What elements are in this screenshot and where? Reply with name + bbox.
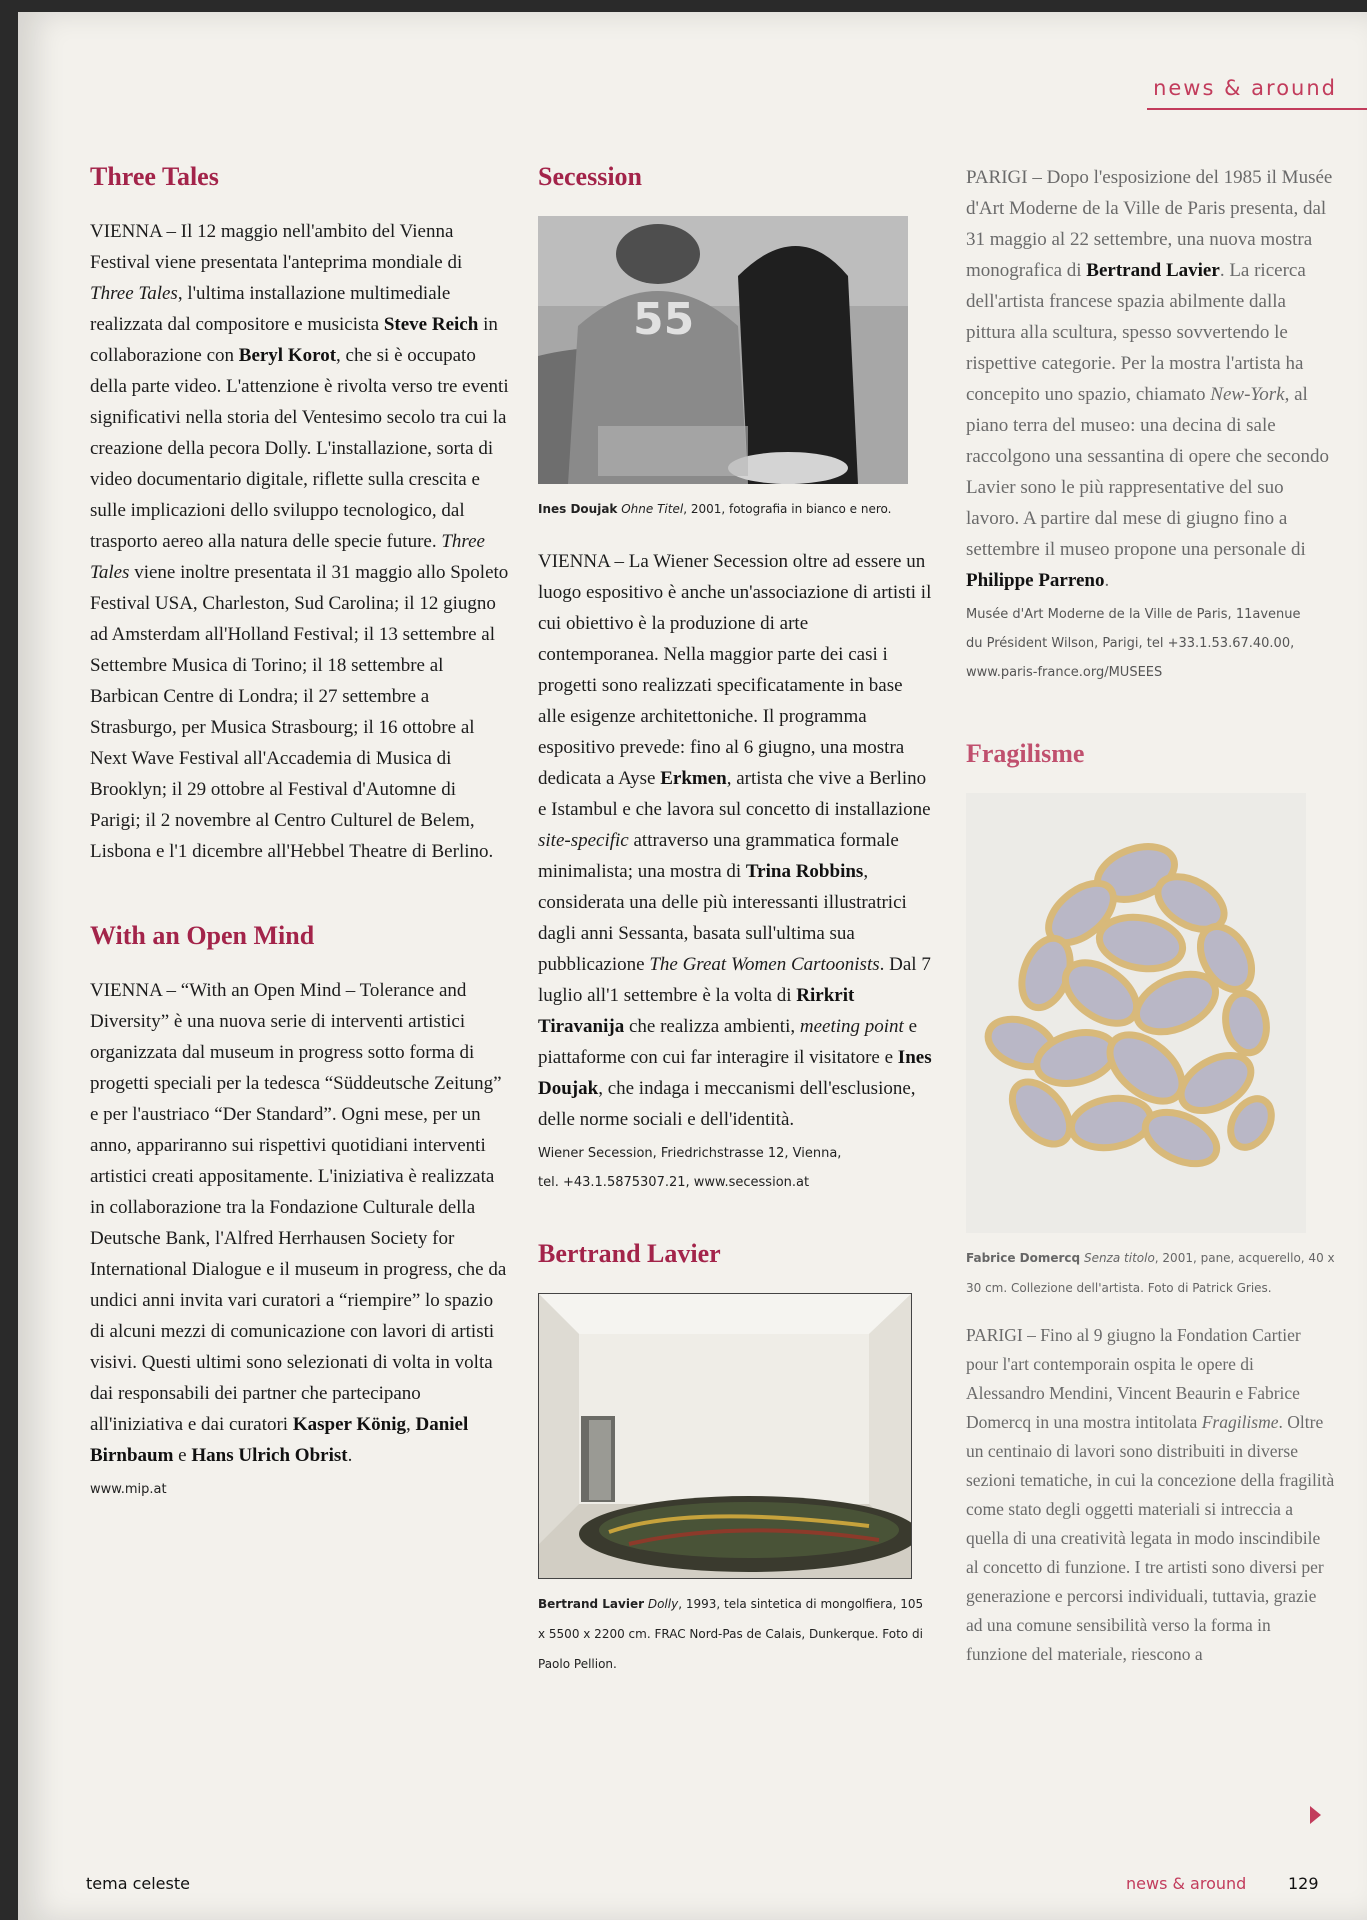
info-line[interactable]: www.paris-france.org/MUSEES	[966, 665, 1163, 680]
lavier-photo	[538, 1293, 912, 1579]
page-number: 129	[1288, 1874, 1319, 1893]
secession-article	[538, 546, 933, 1135]
artist-name: Bertrand Lavier	[1086, 260, 1220, 281]
curator-name: Kasper König	[292, 1414, 406, 1435]
text-run: , artista che vive a Berlino e Istambul e che lavora sul concetto di installazione	[538, 768, 931, 820]
open-mind-heading: With an Open Mind	[90, 921, 315, 950]
secession-city: VIENNA	[538, 551, 610, 572]
lavier-section	[538, 1239, 933, 1679]
three-tales-heading: Three Tales	[90, 162, 219, 191]
show-title: Fragilisme	[1201, 1412, 1279, 1432]
text-run: . La ricerca dell'artista francese spazia abilmente dalla pittura alla scultura, spesso sovvertendo le rispettive categorie. Per la mostra l'artista ha concepito uno spazio, chiamato	[966, 260, 1306, 405]
text-run: e	[173, 1445, 192, 1466]
text-run: – Fino al 9 giugno la Fondation Cartier pour l'art contemporain ospita le opere di Alessandro Mendini, Vincent Beaurin e Fabrice Domercq in una mostra intitolata	[966, 1325, 1301, 1432]
lavier-caption	[538, 1589, 933, 1679]
open-mind-article	[90, 975, 510, 1471]
section-header-tag: news & around	[1153, 76, 1337, 100]
fragilisme-photo-art	[966, 793, 1306, 1233]
text-run: attraverso una grammatica formale minimalista; una mostra di	[538, 830, 899, 882]
info-line: Musée d'Art Moderne de la Ville de Paris, 11avenue	[966, 607, 1301, 622]
lavier-photo-art	[539, 1294, 911, 1578]
text-run: – Il 12 maggio nell'ambito del Vienna Festival viene presentata l'anteprima mondiale di	[90, 221, 463, 273]
secession-info	[538, 1139, 933, 1197]
caption-rest: , 2001, pane, acquerello, 40 x 30 cm. Collezione dell'artista. Foto di Patrick Gries.	[966, 1251, 1335, 1295]
fragilisme-article	[966, 1321, 1336, 1669]
text-run: .	[1104, 570, 1110, 591]
text-run: , al piano terra del museo: una decina di sale raccolgono una sessantina di opere che secondo Lavier sono le più rappresentative del suo lavoro. A partire dal mese di giugno fino a settembre il museo propone una personale di	[966, 384, 1329, 560]
text-run: , considerata una delle più interessanti illustratrici dagli anni Sessanta, basata sull'ultima sua pubblicazione	[538, 861, 907, 975]
three-tales-city: VIENNA	[90, 221, 162, 242]
dark-figure	[738, 246, 858, 484]
caption-rest: , 1993, tela sintetica di mongolfiera, 105 x 5500 x 2200 cm. FRAC Nord-Pas de Calais, Dunkerque. Foto di Paolo Pellion.	[538, 1597, 924, 1671]
caption-work: Ohne Titel	[621, 502, 684, 516]
open-mind-url[interactable]: www.mip.at	[90, 1482, 167, 1497]
caption-artist: Fabrice Domercq	[966, 1251, 1081, 1265]
text-run: . Oltre un centinaio di lavori sono distribuiti in diverse sezioni tematiche, in cui la concezione della fragilità come stato degli oggetti materiali si intreccia a quella di una creatività legata in modo inscindibile al concetto di funzione. I tre artisti sono diversi per generazione e percorsi individuali, tuttavia, grazie ad una comune sensibilità verso la forma in funzione del materiale, riescono a	[966, 1412, 1335, 1664]
mam-article	[966, 162, 1336, 596]
fragilisme-caption	[966, 1243, 1336, 1303]
info-line: Wiener Secession, Friedrichstrasse 12, Vienna,	[538, 1146, 842, 1161]
open-mind-section	[90, 921, 510, 1504]
text-run: , che si è occupato della parte video. L'attenzione è rivolta verso tre eventi significativi nella storia del Ventesimo secolo tra cui la creazione della pecora Dolly. L'installazione, sorta di video documentario digitale, riflette sulla crescita e sulle implicazioni dello sviluppo tecnologico, dal trasporto aereo alla natura delle specie future.	[90, 345, 509, 552]
artist-name: Trina Robbins	[745, 861, 864, 882]
text-run: , l'ultima installazione multimediale realizzata dal compositore e musicista	[90, 283, 451, 335]
book-title: The Great Women Cartoonists	[649, 954, 880, 975]
column-left	[90, 162, 510, 1504]
fragilisme-heading: Fragilisme	[966, 739, 1085, 768]
mam-info	[966, 600, 1336, 687]
fragilisme-city: PARIGI	[966, 1325, 1023, 1345]
column-right	[966, 162, 1336, 1669]
term: meeting point	[799, 1016, 904, 1037]
secession-photo-art	[538, 216, 908, 484]
artist-name: Rirkrit Tiravanija	[538, 985, 855, 1037]
info-line[interactable]: tel. +43.1.5875307.21, www.secession.at	[538, 1175, 810, 1190]
caption-work: Senza titolo	[1083, 1251, 1155, 1265]
artist-name: Erkmen	[660, 768, 727, 789]
work-title: Three Tales	[90, 283, 178, 304]
info-line: du Président Wilson, Parigi, tel +33.1.53.67.40.00,	[966, 636, 1295, 651]
fragilisme-section	[966, 739, 1336, 1669]
secession-photo	[538, 216, 908, 484]
helmet-icon	[616, 224, 700, 284]
header-rule	[1147, 108, 1367, 110]
text-run: , che indaga i meccanismi dell'esclusione, delle norme sociali e dell'identità.	[538, 1078, 916, 1130]
text-run: . Dal 7 luglio all'1 settembre è la volta di	[538, 954, 931, 1006]
caption-artist: Ines Doujak	[538, 502, 618, 516]
footer-magazine-name: tema celeste	[86, 1874, 190, 1893]
magazine-page	[18, 12, 1367, 1920]
caption-rest: , 2001, fotografia in bianco e nero.	[683, 502, 892, 516]
text-run: e piattaforme con cui far interagire il visitatore e	[538, 1016, 918, 1068]
text-run: viene inoltre presentata il 31 maggio allo Spoleto Festival USA, Charleston, Sud Carolina; il 12 giugno ad Amsterdam all'Holland Festival; il 13 settembre al Settembre Musica di Torino; il 18 settembre al Barbican Centre di Londra; il 27 settembre a Strasburgo, per Musica Strasbourg; il 16 ottobre al Next Wave Festival all'Accademia di Musica di Brooklyn; il 29 ottobre al Festival d'Automne di Parigi; il 2 novembre al Centro Culturel de Belem, Lisbona e l'1 dicembre all'Hebbel Theatre di Berlino.	[90, 562, 509, 862]
text-run: ,	[405, 1414, 416, 1435]
text-run: .	[347, 1445, 353, 1466]
text-run: in collaborazione con	[90, 314, 498, 366]
three-tales-article	[90, 216, 510, 867]
column-middle	[538, 162, 933, 1679]
mam-city: PARIGI	[966, 167, 1028, 188]
artist-name: Philippe Parreno	[966, 570, 1105, 591]
artist-name: Ines Doujak	[538, 1047, 932, 1099]
space-name: New-York	[1210, 384, 1285, 405]
open-mind-city: VIENNA	[90, 980, 162, 1001]
text-run: – Dopo l'esposizione del 1985 il Musée d'Art Moderne de la Ville de Paris presenta, dal 31 maggio al 22 settembre, una nuova mostra monografica di	[966, 167, 1333, 281]
artist-name: Steve Reich	[383, 314, 479, 335]
continue-arrow-icon[interactable]	[1310, 1806, 1321, 1824]
curator-name: Hans Ulrich Obrist	[191, 1445, 348, 1466]
text-run: – “With an Open Mind – Tolerance and Diversity” è una nuova serie di interventi artistici organizzata dal museum in progress sotto forma di progetti speciali per la tedesca “Süddeutsche Zeitung” e per l'austriaco “Der Standard”. Ogni mese, per un anno, appariranno sui rispettivi quotidiani interventi artistici creati appositamente. L'iniziativa è realizzata in collaborazione tra la Fondazione Culturale della Deutsche Bank, l'Alfred Herrhausen Society for International Dialogue e il museum in progress, che da undici anni invita vari curatori a “riempire” lo spazio di alcuni mezzi di comunicazione con lavori di artisti visivi. Questi ultimi sono selezionati di volta in volta dai responsabili dei partner che partecipano all'iniziativa e dai curatori	[90, 980, 507, 1435]
secession-heading: Secession	[538, 162, 642, 191]
term: site-specific	[538, 830, 629, 851]
work-title: Three Tales	[90, 531, 485, 583]
artist-name: Beryl Korot	[238, 345, 337, 366]
curator-name: Daniel Birnbaum	[90, 1414, 469, 1466]
footer-section-name: news & around	[1126, 1874, 1247, 1893]
jersey-number: 55	[633, 294, 695, 345]
caption-artist: Bertrand Lavier	[538, 1597, 645, 1611]
text-run: – La Wiener Secession oltre ad essere un luogo espositivo è anche un'associazione di artisti il cui obiettivo è la produzione di arte contemporanea. Nella maggior parte dei casi i progetti sono realizzati specificatamente in base alle esigenze architettoniche. Il programma espositivo prevede: fino al 6 giugno, una mostra dedicata a Ayse	[538, 551, 932, 789]
text-run: che realizza ambienti,	[624, 1016, 800, 1037]
secession-caption	[538, 494, 933, 524]
caption-work: Dolly	[647, 1597, 679, 1611]
lavier-heading: Bertrand Lavier	[538, 1239, 721, 1268]
fragilisme-photo	[966, 793, 1306, 1233]
